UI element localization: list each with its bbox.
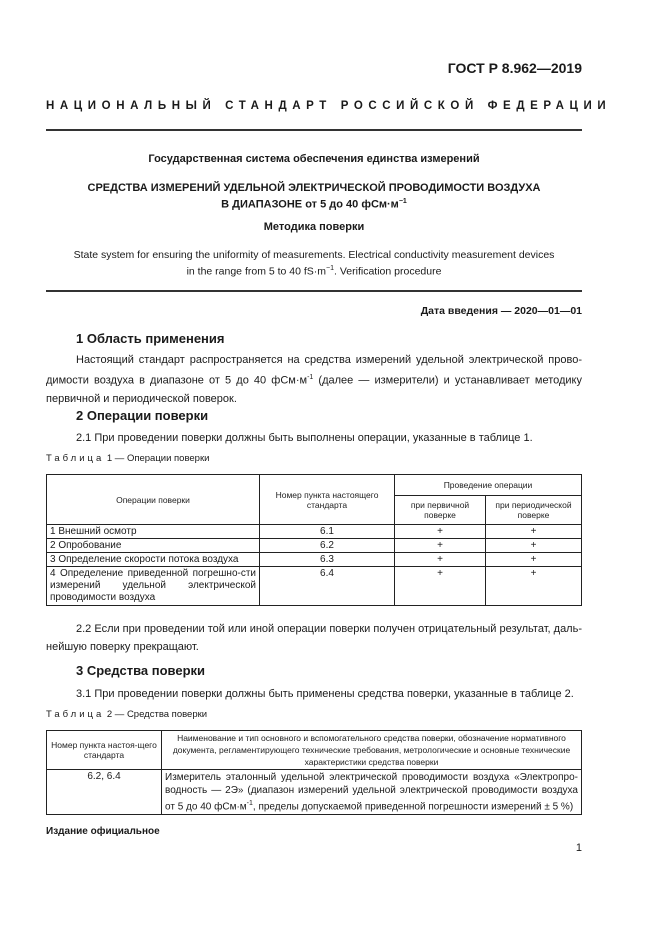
col-primary: при первичной поверке — [395, 496, 486, 525]
table-operations — [46, 474, 582, 606]
table-row: 6.2, 6.4 Измеритель эталонный удельной электрической проводимости воздуха «Электропро-водность — 2Э» (диапазон измерений удельной электрической проводимости воздуха от 5 до 40 $фСм\cdot м^{-1}$, пределы допускаемой приведенной погрешности измерений ± 5 %) — [47, 770, 582, 815]
section-3-heading: 3 Средства поверки — [76, 663, 206, 678]
standard-title: НАЦИОНАЛЬНЫЙ СТАНДАРТ РОССИЙСКОЙ ФЕДЕРАЦИИ — [46, 100, 612, 112]
table-row: 2 Опробование 6.2 + + — [47, 539, 582, 553]
col-periodic: при периодической поверке — [486, 496, 582, 525]
table-row: 3 Определение скорости потока воздуха 6.3 + + — [47, 553, 582, 567]
main-title: СРЕДСТВА ИЗМЕРЕНИЙ УДЕЛЬНОЙ ЭЛЕКТРИЧЕСКОЙ ПРОВОДИМОСТИ ВОЗДУХА В ДИАПАЗОНЕ от 5 до 40 $фСм\cdot м^{-1}$ — [87, 182, 541, 211]
col-description: Наименование и тип основного и вспомогательного средства поверки, обозначение нормативного документа, регламентирующего технические требования, метрологические и основные технические характеристики средства поверки — [162, 731, 582, 770]
page-number: 1 — [575, 842, 582, 854]
col-clause: Номер пункта настоя-щего стандарта — [47, 731, 162, 770]
official-edition: Издание официальное — [46, 826, 160, 837]
document-code: ГОСТ Р 8.962—2019 — [447, 60, 582, 76]
clause-2-1: 2.1 При проведении поверки должны быть выполнены операции, указанные в таблице 1. — [76, 432, 533, 444]
section-2-heading: 2 Операции поверки — [76, 408, 209, 423]
clause-2-2: 2.2 Если при проведении той или иной операции поверки получен отрицательный результат, даль-нейшую поверку прекращают. — [46, 623, 582, 653]
section-1-text: Настоящий стандарт распространяется на средства измерений удельной электрической прово-димости воздуха в диапазоне от 5 до 40 $фСм\cdot м^{-1}$ (далее — измерители) и устанавливает методику первичной и периодической поверок. — [46, 354, 582, 405]
col-group: Проведение операции — [395, 475, 582, 496]
col-clause: Номер пункта настоящего стандарта — [260, 475, 395, 525]
method-title: Методика поверки — [263, 221, 365, 233]
date-divider — [46, 290, 582, 292]
table-verification-tools — [46, 730, 582, 815]
section-1-heading: 1 Область применения — [76, 331, 225, 346]
table-1-caption: Таблица 1 — Операции поверки — [46, 453, 210, 464]
table-2-caption: Таблица 2 — Средства поверки — [46, 709, 208, 720]
table-row: 4 Определение приведенной погрешно-сти измерений удельной электрической проводимости воздуха 6.4 + + — [47, 567, 582, 606]
clause-3-1: 3.1 При проведении поверки должны быть применены средства поверки, указанные в таблице 2. — [76, 688, 574, 700]
system-title: Государственная система обеспечения единства измерений — [148, 153, 480, 165]
table-row: 1 Внешний осмотр 6.1 + + — [47, 525, 582, 539]
title-divider — [46, 129, 582, 131]
col-operations: Операции поверки — [47, 475, 260, 525]
intro-date: Дата введения — 2020—01—01 — [420, 305, 582, 317]
english-title: State system for ensuring the uniformity of measurements. Electrical conductivity measurement devices in the range from 5 to 40 $fS\cdot m^{-1}$. Verification procedure — [73, 249, 555, 278]
